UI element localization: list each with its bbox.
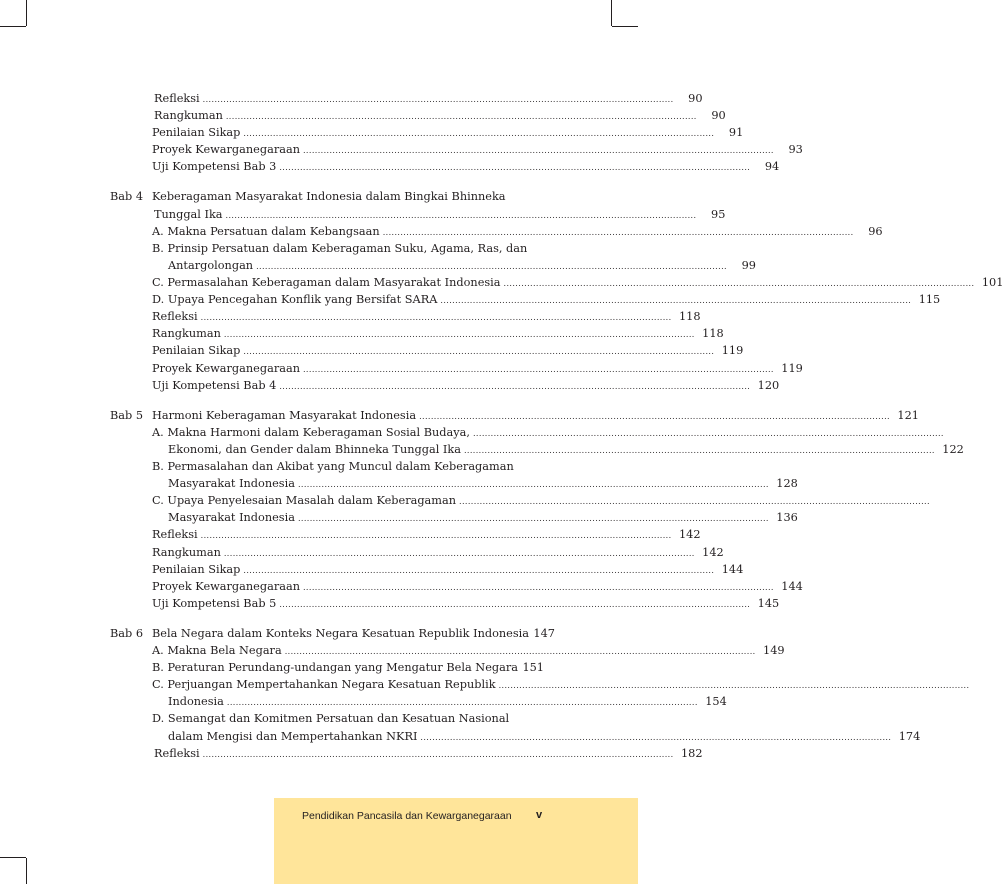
toc-entry[interactable] (110, 409, 919, 423)
toc-dot-leader: ................................................................................................................................................................ (279, 163, 751, 172)
toc-dot-leader: ................................................................................................................................................................ (202, 750, 674, 759)
toc-entry-title: B. Permasalahan dan Akibat yang Muncul dalam Keberagaman (152, 460, 514, 473)
toc-entry[interactable] (152, 92, 703, 106)
toc-entry[interactable] (152, 327, 724, 341)
toc-entry[interactable] (152, 310, 701, 324)
toc-page-number: 119 (781, 362, 803, 375)
toc-page-number: 101 (981, 276, 1003, 289)
toc-entry-title: Antargolongan (168, 259, 254, 272)
toc-entry-title: Penilaian Sikap (152, 563, 241, 576)
toc-page-number: 93 (788, 143, 803, 156)
toc-dot-leader: ................................................................................................................................................................ (284, 647, 756, 656)
toc-page-number: 147 (533, 627, 555, 640)
toc-entry[interactable] (152, 379, 780, 393)
toc-entry[interactable] (152, 126, 744, 140)
toc-entry-title: Tunggal Ika (154, 208, 223, 221)
toc-page-number: 128 (776, 477, 798, 490)
toc-entry[interactable] (152, 580, 803, 594)
toc-entry-title: A. Makna Bela Negara (152, 644, 282, 657)
toc-entry[interactable] (152, 362, 803, 376)
toc-entry-title: Rangkuman (152, 327, 221, 340)
toc-page-number: 151 (522, 661, 544, 674)
toc-entry-title: Refleksi (152, 528, 198, 541)
toc-entry-title: Bela Negara dalam Konteks Negara Kesatuan Republik Indonesia (152, 627, 529, 640)
toc-entry[interactable] (152, 143, 803, 157)
toc-dot-leader: ................................................................................................................................................................ (302, 583, 774, 592)
toc-entry[interactable] (152, 563, 744, 577)
toc-page-number: 144 (781, 580, 803, 593)
toc-entry-title: C. Permasalahan Keberagaman dalam Masyarakat Indonesia (152, 276, 501, 289)
toc-entry-title: Ekonomi, dan Gender dalam Bhinneka Tunggal Ika (168, 443, 461, 456)
toc-entry-title: Rangkuman (154, 109, 223, 122)
toc-dot-leader: ................................................................................................................................................................ (200, 313, 672, 322)
toc-entry[interactable] (152, 208, 726, 222)
toc-dot-leader: ................................................................................................................................................................ (498, 681, 970, 690)
toc-entry[interactable] (152, 597, 780, 611)
toc-entry[interactable] (152, 712, 544, 726)
toc-entry[interactable] (152, 225, 883, 239)
toc-dot-leader: ................................................................................................................................................................ (419, 412, 890, 421)
toc-dot-leader: ................................................................................................................................................................ (297, 514, 769, 523)
toc-chapter-number: Bab 6 (110, 627, 144, 640)
toc-page-number: 154 (705, 695, 727, 708)
toc-dot-leader: ................................................................................................................................................................ (243, 566, 715, 575)
toc-entry-title: Refleksi (154, 747, 200, 760)
toc-page-number: 115 (918, 293, 941, 306)
toc-entry[interactable] (152, 511, 798, 525)
toc-entry-title: D. Upaya Pencegahan Konflik yang Bersifat SARA (152, 293, 438, 306)
toc-entry[interactable] (152, 644, 785, 658)
toc-entry-title: Harmoni Keberagaman Masyarakat Indonesia (152, 409, 417, 422)
toc-entry[interactable] (110, 190, 544, 204)
toc-dot-leader: ................................................................................................................................................................ (225, 112, 697, 121)
toc-dot-leader: ................................................................................................................................................................ (200, 531, 672, 540)
toc-entry-title: C. Perjuangan Mempertahankan Negara Kesatuan Republik (152, 678, 496, 691)
toc-page-number: 144 (721, 563, 744, 576)
toc-entry-title: Keberagaman Masyarakat Indonesia dalam Bingkai Bhinneka (152, 190, 506, 203)
toc-entry[interactable] (152, 730, 921, 744)
toc-page-number: 145 (757, 597, 780, 610)
toc-entry-title: Proyek Kewarganegaraan (152, 362, 300, 375)
toc-entry-title: dalam Mengisi dan Mempertahankan NKRI (168, 730, 418, 743)
toc-dot-leader: ................................................................................................................................................................ (279, 382, 751, 391)
toc-dot-leader: ................................................................................................................................................................ (297, 480, 769, 489)
toc-dot-leader: ................................................................................................................................................................ (223, 549, 695, 558)
toc-entry-title: A. Makna Harmoni dalam Keberagaman Sosial Budaya, (152, 426, 470, 439)
toc-dot-leader: ................................................................................................................................................................ (302, 146, 774, 155)
toc-entry-title: Refleksi (154, 92, 200, 105)
toc-entry[interactable] (152, 344, 744, 358)
toc-entry[interactable] (152, 460, 544, 474)
toc-entry[interactable] (152, 695, 727, 709)
toc-page-number: 142 (702, 546, 724, 559)
toc-entry[interactable] (152, 494, 930, 508)
toc-dot-leader: ................................................................................................................................................................ (420, 733, 892, 742)
toc-dot-leader: ................................................................................................................................................................ (243, 347, 715, 356)
toc-entry[interactable] (152, 747, 703, 761)
toc-dot-leader: ................................................................................................................................................................ (223, 330, 695, 339)
toc-page-number: 142 (678, 528, 701, 541)
toc-page-number: 174 (898, 730, 921, 743)
toc-entry-title: Uji Kompetensi Bab 5 (152, 597, 277, 610)
toc-entry[interactable] (152, 242, 544, 256)
toc-entry[interactable] (152, 528, 701, 542)
toc-dot-leader: ................................................................................................................................................................ (225, 211, 697, 220)
toc-entry-title: Masyarakat Indonesia (168, 477, 295, 490)
toc-dot-leader: ................................................................................................................................................................ (463, 446, 935, 455)
toc-dot-leader: ................................................................................................................................................................ (279, 600, 751, 609)
toc-dot-leader: ................................................................................................................................................................ (459, 497, 930, 506)
toc-page-number: 182 (680, 747, 703, 760)
toc-page-number: 99 (741, 259, 756, 272)
toc-chapter-number: Bab 4 (110, 190, 144, 203)
toc-entry-title: Penilaian Sikap (152, 126, 241, 139)
toc-page-number: 120 (757, 379, 780, 392)
toc-dot-leader: ................................................................................................................................................................ (472, 429, 944, 438)
toc-dot-leader: ................................................................................................................................................................ (302, 365, 774, 374)
toc-entry[interactable] (110, 627, 555, 641)
toc-page-number: 96 (868, 225, 883, 238)
toc-entry-title: Proyek Kewarganegaraan (152, 143, 300, 156)
toc-entry[interactable] (152, 276, 1003, 290)
toc-page-number: 95 (711, 208, 726, 221)
toc-entry-title: Masyarakat Indonesia (168, 511, 295, 524)
toc-entry-title: Proyek Kewarganegaraan (152, 580, 300, 593)
toc-page-number: 149 (763, 644, 785, 657)
toc-entry-title: D. Semangat dan Komitmen Persatuan dan Kesatuan Nasional (152, 712, 510, 725)
toc-page-number: 91 (728, 126, 744, 139)
toc-entry-title: Uji Kompetensi Bab 4 (152, 379, 277, 392)
toc-entry-title: Penilaian Sikap (152, 344, 241, 357)
footer-book-title: Pendidikan Pancasila dan Kewarganegaraan (302, 810, 512, 822)
toc-entry[interactable] (152, 160, 780, 174)
toc-entry[interactable] (152, 546, 724, 560)
toc-entry[interactable] (152, 259, 756, 273)
toc-entry[interactable] (152, 477, 798, 491)
toc-entry-title: B. Prinsip Persatuan dalam Keberagaman Suku, Agama, Ras, dan (152, 242, 528, 255)
toc-dot-leader: ................................................................................................................................................................ (503, 279, 975, 288)
toc-page-number: 118 (702, 327, 724, 340)
footer-page-number: v (536, 809, 543, 821)
toc-page-number: 119 (721, 344, 744, 357)
toc-chapter-number: Bab 5 (110, 409, 144, 422)
toc-dot-leader: ................................................................................................................................................................ (256, 262, 727, 271)
toc-entry-title: Uji Kompetensi Bab 3 (152, 160, 277, 173)
toc-page-number: 122 (942, 443, 964, 456)
toc-entry-title: Indonesia (168, 695, 224, 708)
toc-entry[interactable] (152, 293, 941, 307)
toc-entry[interactable] (152, 109, 726, 123)
toc-entry-title: Rangkuman (152, 546, 221, 559)
toc-dot-leader: ................................................................................................................................................................ (202, 95, 674, 104)
toc-page-number: 90 (711, 109, 726, 122)
toc-entry[interactable] (152, 678, 970, 692)
toc-dot-leader: ................................................................................................................................................................ (226, 698, 698, 707)
toc-entry[interactable] (152, 661, 544, 675)
toc-dot-leader: ................................................................................................................................................................ (440, 296, 912, 305)
toc-page-number: 90 (688, 92, 703, 105)
toc-entry-title: A. Makna Persatuan dalam Kebangsaan (152, 225, 380, 238)
toc-page-number: 136 (776, 511, 798, 524)
toc-dot-leader: ................................................................................................................................................................ (382, 228, 854, 237)
toc-page-number: 121 (897, 409, 919, 422)
toc-entry-title: Refleksi (152, 310, 198, 323)
toc-entry-title: B. Peraturan Perundang-undangan yang Mengatur Bela Negara (152, 661, 518, 674)
toc-entry-title: C. Upaya Penyelesaian Masalah dalam Keberagaman (152, 494, 457, 507)
toc-page-number: 94 (764, 160, 780, 173)
toc-dot-leader: ................................................................................................................................................................ (243, 129, 715, 138)
toc-page-number: 118 (678, 310, 701, 323)
toc-entry[interactable] (152, 443, 964, 457)
toc-entry[interactable] (152, 426, 944, 440)
